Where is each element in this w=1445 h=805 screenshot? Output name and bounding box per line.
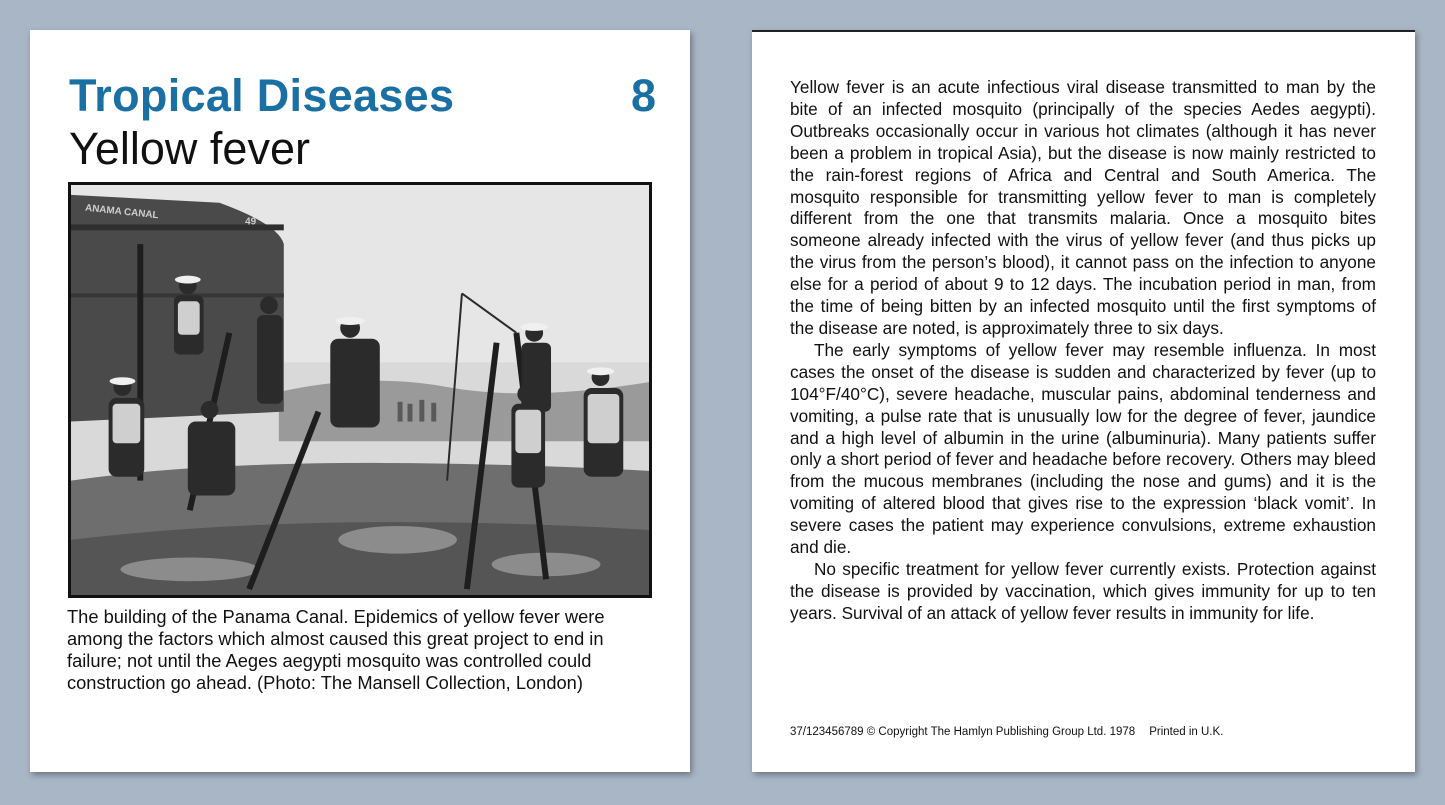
- paragraph-2: The early symptoms of yellow fever may resemble influenza. In most cases the onset of the disease is sudden and characterized by fever (up to 104°F/40°C), severe headache, muscular pains, abdominal tenderness and vomiting, a pulse rate that is unusually low for the degree of fever, jaundice and a high level of albumin in the urine (albuminuria). Many patients suffer only a short period of fever and headache before recovery. Others may bleed from the mucous membranes (including the nose and gums) and it is the vomiting of altered blood that gives rise to the expression ‘black vomit’. In severe cases the patient may experience convulsions, extreme exhaustion and die.: [790, 339, 1376, 558]
- paragraph-3: No specific treatment for yellow fever currently exists. Protection against the disease is provided by vaccination, which gives immunity for up to ten years. Survival of an attack of yellow fever results in immunity for life.: [790, 558, 1376, 623]
- copyright-text: 37/123456789 © Copyright The Hamlyn Publishing Group Ltd. 1978: [790, 726, 1136, 738]
- card-back: [752, 30, 1415, 772]
- card-subtitle: Yellow fever: [69, 123, 310, 174]
- panama-canal-photo: [68, 182, 652, 598]
- photo-sign-number: 49: [245, 216, 257, 228]
- card-front: [30, 30, 690, 772]
- printed-in-text: Printed in U.K.: [1149, 726, 1224, 738]
- copyright-line: [790, 726, 1380, 738]
- series-title: Tropical Diseases: [69, 70, 455, 121]
- body-text: [790, 77, 1376, 625]
- photo-sign-text: ANAMA CANAL: [84, 202, 160, 222]
- paragraph-1: Yellow fever is an acute infectious viral disease transmitted to man by the bite of an infected mosquito (principally of the species Aedes aegypti). Outbreaks occasionally occur in various hot climates (although it has never been a problem in tropical Asia), but the disease is now mainly restricted to the rain-forest regions of Africa and Central and South America. The mosquito responsible for transmitting yellow fever to man is completely different from the one that transmits malaria. Once a mosquito bites someone already infected with the virus of yellow fever (and thus picks up the virus from the person’s blood), it cannot pass on the infection to anyone else for a period of about 9 to 12 days. The incubation period in man, from the time of being bitten by an infected mosquito until the first symptoms of the disease are noted, is approximately three to six days.: [790, 77, 1376, 338]
- card-number: 8: [630, 70, 656, 121]
- photo-caption: The building of the Panama Canal. Epidemics of yellow fever were among the factors which almost caused this great project to end in failure; not until the Aeges aegypti mosquito was controlled could construction go ahead. (Photo: The Mansell Collection, London): [67, 606, 605, 693]
